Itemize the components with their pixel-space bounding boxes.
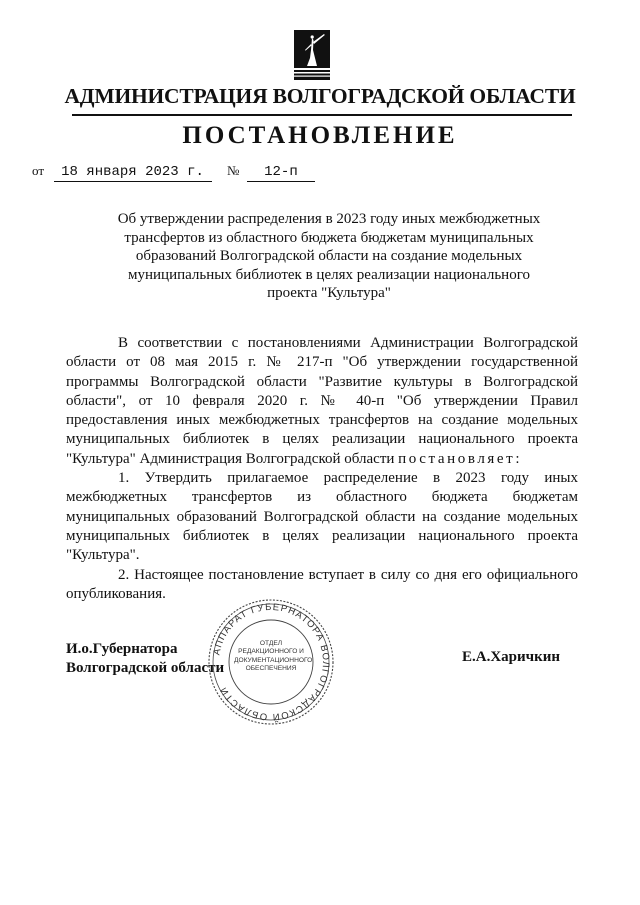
header-divider: [72, 114, 572, 116]
stamp-center-line: РЕДАКЦИОННОГО И: [238, 648, 304, 656]
document-body: [66, 334, 578, 604]
document-type-title: ПОСТАНОВЛЕНИЕ: [182, 122, 458, 149]
subject-line: образований Волгоградской области на создание модельных: [135, 248, 523, 264]
item-1-paragraph: 1. Утвердить прилагаемое распределение в 2023 году иных межбюджетных трансфертов из областного бюджета бюджетам муниципальных образований Волгоградской области на создание модельных муниципальных библиотек в целях реализации национального проекта "Культура".: [66, 470, 578, 564]
stamp-center-line: ДОКУМЕНТАЦИОННОГО: [234, 656, 313, 664]
decree-word: постановляет:: [398, 450, 523, 467]
date-number-line: [32, 163, 315, 182]
organization-title: АДМИНИСТРАЦИЯ ВОЛГОГРАДСКОЙ ОБЛАСТИ: [64, 84, 576, 108]
signatory-position-line: Волгоградской области: [66, 660, 225, 676]
signatory-position: [66, 640, 224, 678]
stamp-center-line: ОБЕСПЕЧЕНИЯ: [245, 665, 297, 673]
signatory-name: Е.А.Харичкин: [462, 649, 561, 665]
stamp-center-line: ОТДЕЛ: [259, 640, 283, 647]
preamble-paragraph: [66, 334, 578, 469]
subject-line: проекта "Культура": [267, 285, 391, 301]
document-number: 12-п: [247, 164, 315, 182]
subject-line: трансфертов из областного бюджета бюджетам муниципальных: [124, 229, 534, 246]
volgograd-emblem-icon: [294, 30, 330, 80]
date-from-label: от: [32, 163, 45, 178]
subject-line: Об утверждении распределения в 2023 году иных межбюджетных: [117, 211, 541, 227]
document-number-label: №: [227, 163, 240, 178]
subject-line: муниципальных библиотек в целях реализации национального: [128, 266, 530, 283]
signatory-position-line: И.о.Губернатора: [66, 641, 178, 657]
document-subject: [104, 210, 554, 303]
document-date: 18 января 2023 г.: [54, 164, 212, 182]
stamp-center-text: [234, 640, 313, 674]
preamble-text: В соответствии с постановлениями Администрации Волгоградской области от 08 мая 2015 г. № 217-п "Об утверждении государственной программы Волгоградской области "Развитие культуры в Волгоградской области", от 10 февраля 2020 г. № 40-п "Об утверждении Правил предоставления иных межбюджетных трансфертов на создание модельных муниципальных библиотек в целях реализации национального проекта "Культура" Администрация Волгоградской области: [66, 335, 578, 467]
stamp-ring-text: АППАРАТ ГУБЕРНАТОРА ВОЛГОГРАДСКОЙ ОБЛАСТИ: [211, 601, 332, 723]
item-2-paragraph: 2. Настоящее постановление вступает в силу со дня его официального опубликования.: [66, 566, 578, 602]
